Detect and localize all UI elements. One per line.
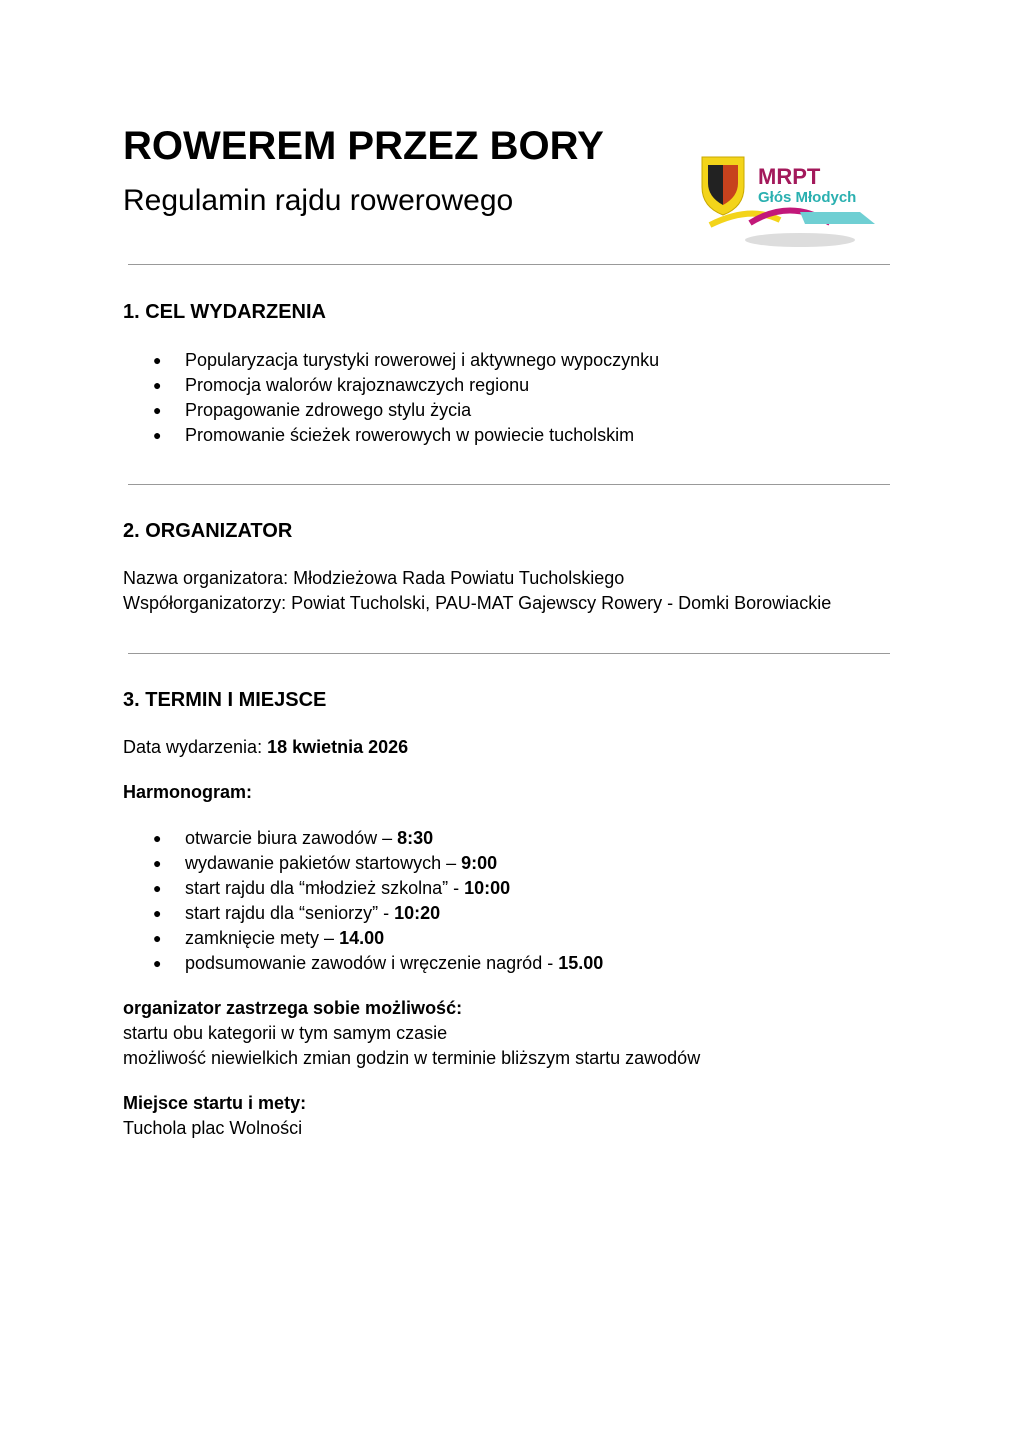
item-text: Propagowanie zdrowego stylu życia [185, 400, 472, 420]
bullet-icon: ● [153, 930, 162, 946]
bullet-icon: ● [153, 830, 162, 846]
bullet-icon: ● [153, 905, 162, 921]
item-text: podsumowanie zawodów i wręczenie nagród - [185, 953, 559, 973]
list-item [123, 423, 659, 448]
date-label: Data wydarzenia: [123, 737, 268, 757]
svg-text:Głós Młodych: Głós Młodych [758, 189, 857, 206]
goals-list [123, 348, 659, 448]
item-time: 14.00 [339, 928, 385, 948]
bullet-icon: ● [153, 352, 162, 368]
schedule-item [123, 926, 603, 951]
place-value: Tuchola plac Wolności [123, 1118, 303, 1138]
item-time: 10:20 [394, 903, 441, 923]
bullet-icon: ● [153, 955, 162, 971]
section-divider [128, 484, 890, 485]
item-time: 9:00 [461, 853, 498, 873]
bullet-icon: ● [153, 855, 162, 871]
item-text: zamknięcie mety – [185, 928, 340, 948]
item-text: Promocja walorów krajoznawczych regionu [185, 375, 530, 395]
section-heading-cel: 1. CEL WYDARZENIA [123, 301, 326, 323]
place-heading: Miejsce startu i mety: [123, 1093, 307, 1113]
organizer-name: Nazwa organizatora: Młodzieżowa Rada Powiatu Tucholskiego [123, 568, 625, 588]
reserve-line: możliwość niewielkich zmian godzin w terminie bliższym startu zawodów [123, 1048, 701, 1068]
mrpt-logo [690, 140, 890, 255]
reserve-heading: organizator zastrzega sobie możliwość: [123, 998, 463, 1018]
list-item [123, 348, 659, 373]
section-heading-organizator: 2. ORGANIZATOR [123, 520, 293, 542]
item-time: 15.00 [558, 953, 604, 973]
bullet-icon: ● [153, 427, 162, 443]
item-text: start rajdu dla “seniorzy” - [185, 903, 395, 923]
bullet-icon: ● [153, 377, 162, 393]
item-text: wydawanie pakietów startowych – [185, 853, 462, 873]
schedule-heading: Harmonogram: [123, 782, 253, 802]
item-text: Popularyzacja turystyki rowerowej i aktywnego wypoczynku [185, 350, 660, 370]
item-time: 10:00 [464, 878, 511, 898]
reserve-line: startu obu kategorii w tym samym czasie [123, 1023, 448, 1043]
schedule-item [123, 876, 603, 901]
section-divider [128, 264, 890, 265]
bullet-icon: ● [153, 402, 162, 418]
schedule-item [123, 901, 603, 926]
coorganizers: Współorganizatorzy: Powiat Tucholski, PAU-MAT Gajewscy Rowery - Domki Borowiackie [123, 593, 832, 613]
schedule-list [123, 826, 603, 976]
list-item [123, 373, 659, 398]
item-text: start rajdu dla “młodzież szkolna” - [185, 878, 465, 898]
svg-text:MRPT: MRPT [758, 164, 821, 189]
bullet-icon: ● [153, 880, 162, 896]
schedule-item [123, 951, 603, 976]
item-time: 8:30 [397, 828, 434, 848]
section-divider [128, 653, 890, 654]
item-text: Promowanie ścieżek rowerowych w powiecie tucholskim [185, 425, 635, 445]
section-heading-termin: 3. TERMIN I MIEJSCE [123, 689, 327, 711]
schedule-item [123, 851, 603, 876]
date-value: 18 kwietnia 2026 [267, 737, 409, 757]
document-title: ROWEREM PRZEZ BORY [123, 124, 604, 168]
event-date [123, 735, 408, 760]
schedule-item [123, 826, 603, 851]
item-text: otwarcie biura zawodów – [185, 828, 398, 848]
list-item [123, 398, 659, 423]
document-subtitle: Regulamin rajdu rowerowego [123, 184, 514, 217]
